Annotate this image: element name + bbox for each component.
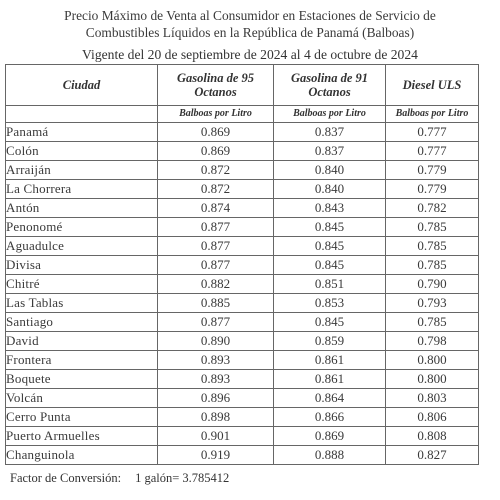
gas91-price-cell: 0.837 — [274, 123, 386, 142]
table-row — [6, 294, 479, 313]
gas95-price-cell: 0.919 — [158, 446, 274, 465]
city-cell: Penonomé — [6, 218, 158, 237]
conversion-factor — [10, 471, 229, 485]
table-row — [6, 389, 479, 408]
city-cell: Panamá — [6, 123, 158, 142]
table-row — [6, 123, 479, 142]
gas95-price-cell: 0.877 — [158, 256, 274, 275]
city-cell: La Chorrera — [6, 180, 158, 199]
diesel-price-cell: 0.798 — [386, 332, 479, 351]
city-cell: Volcán — [6, 389, 158, 408]
conversion-label: Factor de Conversión: — [10, 471, 122, 485]
gas95-price-cell: 0.874 — [158, 199, 274, 218]
gas91-price-cell: 0.845 — [274, 218, 386, 237]
diesel-price-cell: 0.785 — [386, 313, 479, 332]
column-header-gasoline-91 — [274, 65, 386, 106]
city-cell: Colón — [6, 142, 158, 161]
city-cell: Changuinola — [6, 446, 158, 465]
city-cell: Aguadulce — [6, 237, 158, 256]
table-row — [6, 256, 479, 275]
gas91-price-cell: 0.851 — [274, 275, 386, 294]
gas91-price-cell: 0.840 — [274, 161, 386, 180]
table-row — [6, 237, 479, 256]
city-cell: Chitré — [6, 275, 158, 294]
unit-label-gas91: Balboas por Litro — [274, 106, 386, 123]
gas91-price-cell: 0.845 — [274, 237, 386, 256]
gas91-header-line-2: Octanos — [308, 85, 351, 99]
gas91-price-cell: 0.866 — [274, 408, 386, 427]
city-header-label: Ciudad — [62, 78, 101, 92]
diesel-price-cell: 0.790 — [386, 275, 479, 294]
city-cell: Frontera — [6, 351, 158, 370]
gas91-price-cell: 0.859 — [274, 332, 386, 351]
gas91-price-cell: 0.869 — [274, 427, 386, 446]
city-cell: Antón — [6, 199, 158, 218]
header-row — [6, 65, 479, 106]
table-row — [6, 408, 479, 427]
unit-cell-blank — [6, 106, 158, 123]
diesel-price-cell: 0.800 — [386, 351, 479, 370]
gas95-price-cell: 0.872 — [158, 161, 274, 180]
table-row — [6, 313, 479, 332]
table-row — [6, 370, 479, 389]
title-line-1: Precio Máximo de Venta al Consumidor en Estaciones de Servicio de — [64, 8, 436, 23]
diesel-price-cell: 0.779 — [386, 161, 479, 180]
diesel-price-cell: 0.808 — [386, 427, 479, 446]
gas95-header-line-1: Gasolina de 95 — [176, 71, 255, 85]
city-cell: Cerro Punta — [6, 408, 158, 427]
diesel-header-label: Diesel ULS — [402, 78, 462, 92]
gas91-price-cell: 0.840 — [274, 180, 386, 199]
unit-label-diesel: Balboas por Litro — [386, 106, 479, 123]
gas95-price-cell: 0.890 — [158, 332, 274, 351]
diesel-price-cell: 0.782 — [386, 199, 479, 218]
column-header-city — [6, 65, 158, 106]
gas91-price-cell: 0.864 — [274, 389, 386, 408]
unit-label-gas95: Balboas por Litro — [158, 106, 274, 123]
city-cell: David — [6, 332, 158, 351]
diesel-price-cell: 0.793 — [386, 294, 479, 313]
price-table — [5, 64, 479, 465]
price-rows — [6, 123, 479, 465]
table-row — [6, 180, 479, 199]
city-cell: Boquete — [6, 370, 158, 389]
gas91-price-cell: 0.845 — [274, 256, 386, 275]
gas91-price-cell: 0.837 — [274, 142, 386, 161]
gas95-price-cell: 0.877 — [158, 237, 274, 256]
gas91-header-line-1: Gasolina de 91 — [290, 71, 369, 85]
gas95-price-cell: 0.877 — [158, 218, 274, 237]
city-cell: Arraiján — [6, 161, 158, 180]
gas91-price-cell: 0.861 — [274, 370, 386, 389]
diesel-price-cell: 0.779 — [386, 180, 479, 199]
table-row — [6, 332, 479, 351]
diesel-price-cell: 0.785 — [386, 237, 479, 256]
diesel-price-cell: 0.777 — [386, 123, 479, 142]
gas91-price-cell: 0.853 — [274, 294, 386, 313]
gas95-price-cell: 0.893 — [158, 370, 274, 389]
gas91-price-cell: 0.845 — [274, 313, 386, 332]
diesel-price-cell: 0.777 — [386, 142, 479, 161]
city-cell: Puerto Armuelles — [6, 427, 158, 446]
title-line-2: Combustibles Líquidos en la República de Panamá (Balboas) — [85, 24, 415, 40]
gas91-price-cell: 0.843 — [274, 199, 386, 218]
conversion-value: 1 galón= 3.785412 — [135, 471, 230, 485]
diesel-price-cell: 0.800 — [386, 370, 479, 389]
diesel-price-cell: 0.827 — [386, 446, 479, 465]
table-row — [6, 427, 479, 446]
diesel-price-cell: 0.806 — [386, 408, 479, 427]
gas95-price-cell: 0.885 — [158, 294, 274, 313]
table-row — [6, 161, 479, 180]
diesel-price-cell: 0.803 — [386, 389, 479, 408]
table-row — [6, 218, 479, 237]
table-row — [6, 446, 479, 465]
diesel-price-cell: 0.785 — [386, 256, 479, 275]
gas95-price-cell: 0.869 — [158, 142, 274, 161]
gas95-price-cell: 0.877 — [158, 313, 274, 332]
gas95-price-cell: 0.898 — [158, 408, 274, 427]
gas95-price-cell: 0.901 — [158, 427, 274, 446]
validity-period: Vigente del 20 de septiembre de 2024 al 4 de octubre de 2024 — [82, 47, 418, 62]
gas95-price-cell: 0.869 — [158, 123, 274, 142]
gas95-price-cell: 0.896 — [158, 389, 274, 408]
document-title — [0, 8, 500, 41]
gas95-header-line-2: Octanos — [194, 85, 237, 99]
column-header-gasoline-95 — [158, 65, 274, 106]
diesel-price-cell: 0.785 — [386, 218, 479, 237]
unit-row — [6, 106, 479, 123]
table-row — [6, 142, 479, 161]
gas95-price-cell: 0.893 — [158, 351, 274, 370]
gas91-price-cell: 0.861 — [274, 351, 386, 370]
city-cell: Santiago — [6, 313, 158, 332]
table-row — [6, 275, 479, 294]
table-row — [6, 351, 479, 370]
gas91-price-cell: 0.888 — [274, 446, 386, 465]
city-cell: Las Tablas — [6, 294, 158, 313]
city-cell: Divisa — [6, 256, 158, 275]
table-row — [6, 199, 479, 218]
gas95-price-cell: 0.882 — [158, 275, 274, 294]
column-header-diesel — [386, 65, 479, 106]
gas95-price-cell: 0.872 — [158, 180, 274, 199]
